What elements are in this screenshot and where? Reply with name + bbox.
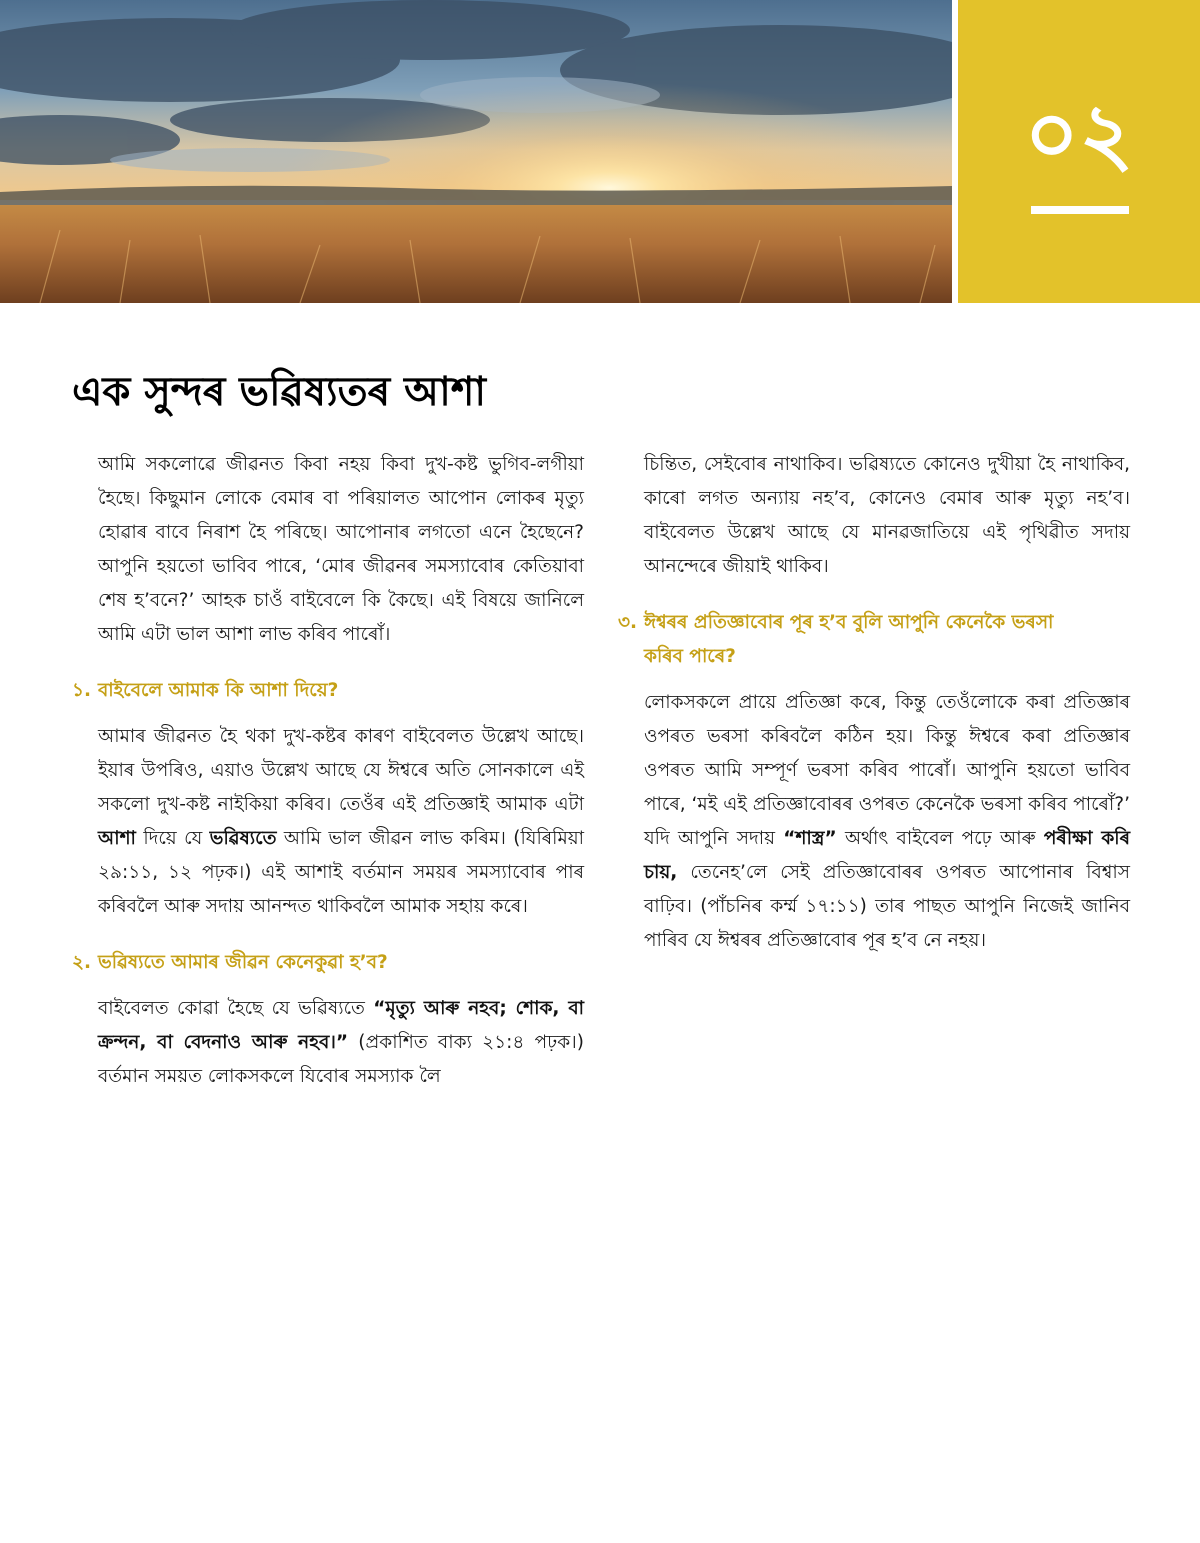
lesson-number: ০২ xyxy=(1024,85,1134,183)
answer-3-bold-examine: পৰীক্ষা কৰি চায়, xyxy=(644,828,1130,883)
question-3-text: ঈশ্বৰৰ প্ৰতিজ্ঞাবোৰ পূৰ হ’ব বুলি আপুনি কেনেকৈ ভৰসা কৰিব পাৰে? xyxy=(644,612,1054,667)
answer-2-paragraph xyxy=(98,992,584,1094)
question-2-number: ২. xyxy=(72,952,92,973)
answer-2-text-b: (প্ৰকাশিত বাক্য ২১:৪ পঢ়ক।) বৰ্তমান সময়ত লোকসকলে যিবোৰ সমস্যাক লৈ xyxy=(98,1032,584,1087)
answer-3-paragraph xyxy=(644,686,1130,958)
sunset-field-illustration xyxy=(0,0,952,303)
question-1-heading xyxy=(72,674,584,708)
lesson-number-badge xyxy=(958,0,1200,303)
answer-1-text-a: আমাৰ জীৱনত হৈ থকা দুখ-কষ্টৰ কাৰণ বাইবেলত উল্লেখ আছে। ইয়াৰ উপৰিও, এয়াও উল্লেখ আছে যে ঈশ্বৰে অতি সোনকালে এই সকলো দুখ-কষ্ট নাইকিয়া কৰিব। তেওঁৰ এই প্ৰতিজ্ঞাই আমাক এটা xyxy=(98,726,584,815)
answer-1-paragraph xyxy=(98,720,584,924)
answer-2-text-a: বাইবেলত কোৱা হৈছে যে ভৱিষ্যতে xyxy=(98,998,374,1019)
question-2-text: ভৱিষ্যতে আমাৰ জীৱন কেনেকুৱা হ’ব? xyxy=(98,952,388,973)
answer-1-bold-hope: আশা xyxy=(98,828,136,849)
left-column xyxy=(72,448,584,1104)
question-1-number: ১. xyxy=(72,680,92,701)
question-2-heading xyxy=(72,946,584,980)
intro-paragraph: আমি সকলোৱে জীৱনত কিবা নহয় কিবা দুখ-কষ্ট ভুগিব-লগীয়া হৈছে। কিছুমান লোকে বেমাৰ বা পৰিয়ালত আপোন লোকৰ মৃত্যু হোৱাৰ বাবে নিৰাশ হৈ পৰিছে। আপোনাৰ লগতো এনে হৈছেনে? আপুনি হয়তো ভাবিব পাৰে, ‘মোৰ জীৱনৰ সমস্যাবোৰ কেতিয়াবা শেষ হ’বনে?’ আহক চাওঁ বাইবেলে কি কৈছে। এই বিষয়ে জানিলে আমি এটা ভাল আশা লাভ কৰিব পাৰোঁ। xyxy=(98,454,584,645)
answer-1-bold-future: ভৱিষ্যতে xyxy=(209,828,277,849)
question-1-text: বাইবেলে আমাক কি আশা দিয়ে? xyxy=(98,680,339,701)
badge-underline xyxy=(1031,206,1129,214)
page-title: এক সুন্দৰ ভৱিষ্যতৰ আশা xyxy=(72,369,487,415)
hero-image-sunset-wheat-field xyxy=(0,0,952,303)
question-3-number: ৩. xyxy=(618,612,638,633)
answer-1-text-c: আমি ভাল জীৱন লাভ কৰিম। (যিৰিমিয়া ২৯:১১, ১২ পঢ়ক।) এই আশাই বৰ্তমান সময়ৰ সমস্যাবোৰ পাৰ কৰিবলৈ আৰু সদায় আনন্দত থাকিবলৈ আমাক সহায় কৰে। xyxy=(98,828,584,917)
answer-3-text-b: অৰ্থাৎ বাইবেল পঢ়ে আৰু xyxy=(836,828,1044,849)
answer-3-text-c: তেনেহ’লে সেই প্ৰতিজ্ঞাবোৰৰ ওপৰত আপোনাৰ বিশ্বাস বাঢ়িব। (পাঁচনিৰ কৰ্ম্ম ১৭:১১) তাৰ পাছত আপুনি নিজেই জানিব পাৰিব যে ঈশ্বৰৰ প্ৰতিজ্ঞাবোৰ পূৰ হ’ব নে নহয়। xyxy=(644,862,1130,951)
question-3-heading xyxy=(618,606,1130,674)
right-column xyxy=(618,448,1130,968)
answer-2-bold-quote: “মৃত্যু আৰু নহব; শোক, বা ক্ৰন্দন, বা বেদনাও আৰু নহব।” xyxy=(98,998,584,1053)
answer-3-text-a: লোকসকলে প্ৰায়ে প্ৰতিজ্ঞা কৰে, কিন্তু তেওঁলোকে কৰা প্ৰতিজ্ঞাৰ ওপৰত ভৰসা কৰিবলৈ কঠিন হয়। কিন্তু ঈশ্বৰে কৰা প্ৰতিজ্ঞাৰ ওপৰত আমি সম্পূৰ্ণ ভৰসা কৰিব পাৰোঁ। আপুনি হয়তো ভাবিব পাৰে, ‘মই এই প্ৰতিজ্ঞাবোৰৰ ওপৰত কেনেকৈ ভৰসা কৰিব পাৰোঁ?’ যদি আপুনি সদায় xyxy=(644,692,1130,849)
answer-3-bold-scripture: “শাস্ত্ৰ” xyxy=(783,828,837,849)
answer-2-continued: চিন্তিত, সেইবোৰ নাথাকিব। ভৱিষ্যতে কোনেও দুখীয়া হৈ নাথাকিব, কাৰো লগত অন্যায় নহ’ব, কোনেও বেমাৰ আৰু মৃত্যু নহ’ব। বাইবেলত উল্লেখ আছে যে মানৱজাতিয়ে এই পৃথিৱীত সদায় আনন্দেৰে জীয়াই থাকিব। xyxy=(644,454,1130,577)
answer-1-text-b: দিয়ে যে xyxy=(135,828,210,849)
